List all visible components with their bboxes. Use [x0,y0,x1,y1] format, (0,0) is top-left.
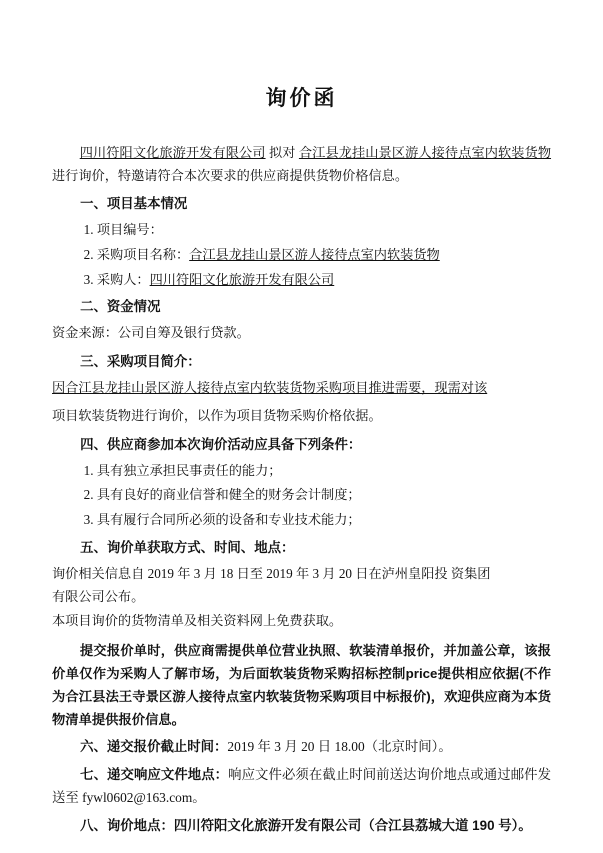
section-6 [52,736,551,759]
section-4-item-1: 1. 具有独立承担民事责任的能力； [83,462,282,478]
page-title: 询价函 [265,87,338,110]
section-3-body: 项目软装货物进行询价，以作为项目货物采购价格依据。 [52,408,382,424]
intro-text-after: 进行询价，特邀请符合本次要求的供应商提供货物价格信息。 [52,167,409,183]
intro-company: 四川符阳文化旅游开发有限公司 [79,145,266,160]
section-1 [52,193,551,291]
section-8 [52,815,551,838]
section-1-item-2-label: 2. 采购项目名称： [83,246,190,262]
intro-text-before: 拟对 [268,145,296,160]
section-2 [52,296,551,344]
section-7 [52,764,551,810]
section-2-body: 资金来源：公司自筹及银行贷款。 [52,325,250,341]
section-1-item-3-label: 3. 采购人： [83,271,150,287]
section-8-heading: 八、询价地点：四川符阳文化旅游开发有限公司（合江县荔城大道 190 号）。 [80,817,532,833]
section-1-item-2-value: 合江县龙挂山景区游人接待点室内软装货物 [189,246,440,262]
section-6-value: 2019 年 3 月 20 日 18.00（北京时间）。 [227,739,452,755]
section-2-heading: 二、资金情况 [80,299,161,315]
section-5-body-3: 本项目询价的货物清单及相关资料网上免费获取。 [52,613,343,629]
section-6-line [52,736,551,759]
section-4-item-3: 3. 具有履行合同所必须的设备和专业技术能力； [83,512,361,528]
section-7-value: 响应文件必须在截止时间前送达询价地点或通过邮件发送至 fywl0602@163.com。 [52,767,552,805]
section-3-body-underline: 因合江县龙挂山景区游人接待点室内软装货物采购项目推进需要，现需对该 [52,379,488,395]
section-3-heading: 三、采购项目简介： [80,353,201,369]
intro-paragraph [52,142,551,187]
section-4-item-2: 2. 具有良好的商业信誉和健全的财务会计制度； [83,487,361,503]
section-7-heading: 七、递交响应文件地点： [80,767,229,783]
section-5 [52,537,551,731]
intro-project: 合江县龙挂山景区游人接待点室内软装货物 [298,145,552,160]
section-4-heading: 四、供应商参加本次询价活动应具备下列条件： [80,436,362,452]
section-1-item-2 [52,244,551,267]
section-6-heading: 六、递交报价截止时间： [80,739,228,755]
section-1-item-3 [52,269,551,292]
section-1-item-1-label: 1. 项目编号： [83,222,163,238]
section-1-item-1 [52,219,551,242]
section-1-heading: 一、项目基本情况 [80,196,188,212]
section-5-bold-body: 提交报价单时，供应商需提供单位营业执照、软装清单报价，并加盖公章，该报价单仅作为采购人了解市场，为后面软装货物采购招标控制price提供相应依据(不作为合江县法王寺景区游人接待点室内软装货物采购项目中标报价)，欢迎供应商为本货物清单提供报价信息。 [52,642,551,728]
section-5-body-1: 询价相关信息自 2019 年 3 月 18 日至 2019 年 3 月 20 日在泸州皇阳投 资集团 [52,565,491,581]
section-5-body-2: 有限公司公布。 [52,589,145,605]
section-4 [52,434,551,532]
section-1-item-3-value: 四川符阳文化旅游开发有限公司 [149,271,335,287]
section-7-line [52,764,551,810]
section-3 [52,351,551,428]
section-5-heading: 五、询价单获取方式、时间、地点： [80,539,295,555]
